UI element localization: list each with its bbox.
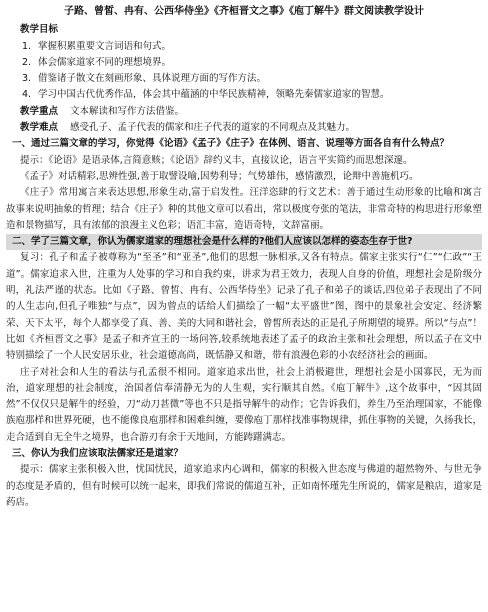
difficulty-label: 教学难点 [20,122,59,134]
objective-number: 1. [22,40,32,52]
objective-number: 2. [22,56,32,68]
section2-paragraph-confucian: 复习：孔子和孟子被尊称为“至圣”和“亚圣”,他们的思想一脉相承,又各有特点。儒家主张实行“仁”“仁政”“王道”。儒家追求入世，注重为人处事的学习和自我约束，讲求为君王效力，表现人自身的价值，理想社会是阶级分明，礼法严谨的状态。比如《子路、曾皙、冉有、公西华侍坐》记录了孔子和弟子的谈话,四位弟子表现出了不同的人生志向,但孔子唯独“与点”，因为曾点的话给人们描绘了一幅“太平盛世”图，图中的景象社会安定、经济繁荣、天下太平，每个人都享受了真、善、美的大同和谐社会，曾皙所表达的正是孔子所期望的境界。所以“与点”！比如《齐桓晋文之事》是孟子和齐宣王的一场问答,较系统地表述了孟子的政治主张和社会理想，所以孟子在文中特别描绘了一个人民安居乐业，社会道德高尚，既恬静又和谐，带有浪漫色彩的小农经济社会的画面。 [6,252,482,362]
section2-heading: 二、学了三篇文章，你认为儒家道家的理想社会是什么样的?他们人应该以怎样的姿态生存于世? [6,234,482,250]
section2-paragraph-daoist: 庄子对社会和人生的看法与孔孟很不相同。道家追求出世，社会上消极避世，理想社会是小国寡民，无为而治，道家理想的社会制度，治国者信奉清静无为的人生观，实行顺其自然。《庖丁解牛》,这个故事中，“因其固然”不仅仅只是解牛的经验，刀“动刀甚微”等也不只是指导解牛的动作；它告诉我们，养生乃至治理国家，不能像族庖那样和世界死硬，也不能像良庖那样和困难纠缠，要像庖丁那样找准事物规律，抓住事物的关键，久扬我长，走合适到自无全牛之境界，也合游刃有余于天地间，方能踌躇满志。 [6,366,482,443]
document-title: 子路、曾皙、冉有、公西华侍坐》《齐桓晋文之事》《庖丁解牛》群文阅读教学设计 [64,6,424,17]
section3-heading: 三、你认为我们应该取法儒家还是道家？ [12,448,184,460]
objective-number: 3. [22,73,32,85]
objective-text: 掌握积累重要文言词语和句式。 [38,40,172,52]
section1-paragraph-lunyu: 提示：《论语》是语录体,言简意赅；《论语》辞约义丰，直接议论，语言平实简约而思想深邃。 [20,154,413,166]
objective-text: 学习中国古代优秀作品，体会其中蕴涵的中华民族精神，领略先秦儒家道家的智慧。 [38,89,390,101]
objective-item [6,71,482,87]
difficulty-text: 感受孔子、孟子代表的儒家和庄子代表的道家的不同观点及其魅力。 [70,122,356,134]
objective-item [6,55,482,71]
focus-text: 文本解读和写作方法借鉴。 [70,105,185,117]
objectives-label: 教学目标 [20,24,59,36]
objective-text: 体会儒家道家不同的理想境界。 [38,56,172,68]
teaching-difficulty [6,120,482,136]
objective-item [6,87,482,103]
section1-paragraph-zhuangzi: 《庄子》常用寓言来表达思想,形象生动,富于启发性。汪洋恣肆的行文艺术：善于通过生动形象的比喻和寓言故事来说明抽象的哲理；结合《庄子》种的其他文章可以看出，常以极度夸张的笔法，非常奇特的构思进行形象塑造和景物描写，具有浓郁的浪漫主义色彩；语汇丰富，造语奇特，文辞富丽。 [6,187,482,231]
objective-item [6,39,482,55]
section1-paragraph-mengzi: 《孟子》对话精彩,思辨性强,善于取譬设喻,因势利导；气势雄伟，感情激烈，论辩中善施机巧。 [20,170,419,182]
objective-text: 借鉴诸子散文在刻画形象、具体说理方面的写作方法。 [38,73,267,85]
section1-heading: 一、通过三篇文章的学习，你觉得《论语》《孟子》《庄子》在体例、语言、说理等方面各自有什么特点？ [12,138,450,150]
teaching-focus [6,104,482,120]
section3-paragraph: 提示：儒家主张积极入世，忧国忧民，道家追求内心调和，儒家的积极入世态度与佛道的超然物外、与世无争的态度是矛盾的，但有时候可以统一起来，即我们常说的儒道互补，正如南怀瑾先生所说的，儒家是粮店，道家是药店。 [6,464,482,508]
objective-number: 4. [22,89,32,101]
focus-label: 教学重点 [20,105,59,117]
